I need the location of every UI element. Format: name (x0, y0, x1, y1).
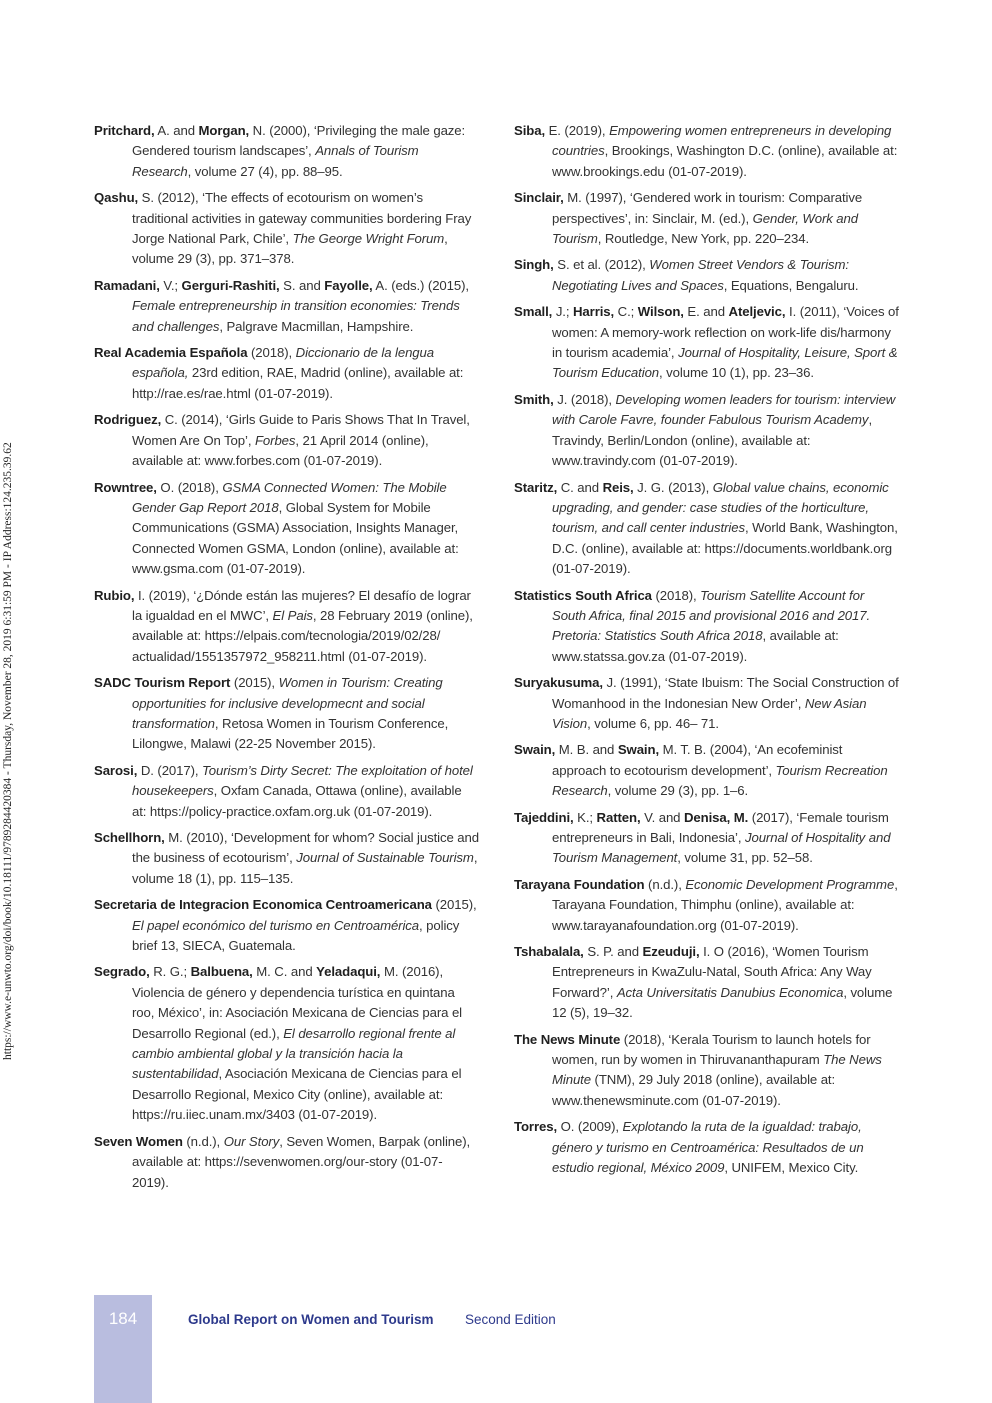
reference-author: Fayolle, (324, 277, 373, 293)
reference-text: , UNIFEM, Mexico City. (724, 1160, 859, 1176)
reference-text: , 21 April 2014 (online), available at: www.forbes.com (01-07-2019). (132, 432, 429, 469)
reference-entry (94, 121, 479, 182)
reference-author: Swain, (617, 742, 660, 758)
reference-author: Pritchard, (94, 123, 155, 138)
reference-author: Rowntree, (94, 479, 157, 495)
reference-entry (514, 302, 899, 384)
reference-entry (94, 276, 479, 337)
reference-author: Harris, (573, 304, 615, 320)
reference-title: Women Street Vendors & Tourism: Negotiating Lives and Spaces (552, 257, 849, 293)
reference-entry (514, 478, 899, 580)
reference-entry (94, 962, 479, 1125)
reference-text: , policy brief 13, SIECA, Guatemala. (132, 917, 460, 954)
reference-entry (94, 478, 479, 580)
reference-text: , Palgrave Macmillan, Hampshire. (219, 318, 414, 334)
reference-title: Journal of Hospitality, Leisure, Sport & Tourism Education (552, 345, 898, 381)
reference-text: , volume 6, pp. 46– 71. (587, 715, 719, 731)
reference-author: Schellhorn, (94, 830, 165, 845)
reference-text: I. (2011), ‘Voices of women: A memory-work reflection on work-life dis/harmony in tourism academia’, (552, 304, 899, 361)
reference-text: S. et al. (2012), (553, 257, 650, 273)
reference-author: Gerguri-Rashiti, (181, 277, 280, 293)
reference-text: A. and (154, 123, 199, 138)
reference-author: Ezeuduji, (642, 944, 700, 960)
reference-text: (2018), ‘Kerala Tourism to launch hotels for women, run by women in Thiruvananthapuram (552, 1031, 871, 1068)
reference-entry (514, 875, 899, 936)
reference-title: Journal of Hospitality and Tourism Management (552, 830, 891, 866)
reference-entry (514, 1117, 899, 1178)
reference-author: Secretaria de Integracion Economica Centroamericana (94, 897, 432, 913)
download-stamp (2, 442, 22, 1080)
reference-entry (94, 761, 479, 822)
reference-title: El Pais (272, 607, 313, 623)
reference-title: Our Story (223, 1133, 280, 1149)
reference-author: Ateljevic, (728, 304, 786, 320)
reference-author: Tarayana Foundation (514, 876, 645, 892)
reference-title: Annals of Tourism Research (132, 143, 419, 179)
reference-entry (94, 1132, 479, 1193)
reference-text: E. and (683, 304, 729, 320)
reference-title: El papel económico del turismo en Centroamérica (132, 917, 420, 933)
reference-text: , Retosa Women in Tourism Conference, Lilongwe, Malawi (22-25 November 2015). (132, 715, 449, 752)
reference-title: New Asian Vision (552, 695, 867, 731)
reference-text: (n.d.), (644, 876, 686, 892)
footer-report-title: Global Report on Women and Tourism (188, 1312, 434, 1327)
reference-text: V. and (640, 809, 684, 825)
page-number: 184 (108, 1309, 138, 1328)
reference-text: E. (2019), (545, 123, 610, 138)
reference-title: Diccionario de la lengua española, (132, 345, 435, 381)
reference-text: , Asociación Mexicana de Ciencias para el Desarrollo Regional, Mexico City (online), available at: https://ru.iiec.unam.mx/3403 (01-07-2019). (132, 1066, 462, 1123)
reference-title: Female entrepreneurship in transition economies: Trends and challenges (132, 298, 460, 334)
reference-author: Ratten, (596, 809, 641, 825)
reference-author: Torres, (514, 1119, 558, 1135)
reference-entry (514, 255, 899, 296)
reference-author: Reis, (602, 479, 634, 495)
reference-entry (514, 188, 899, 249)
reference-author: Yeladaqui, (316, 964, 381, 980)
reference-text: S. and (279, 277, 325, 293)
reference-text: C. and (557, 479, 603, 495)
reference-text: M. (2016), Violencia de género y dependencia turística en quintana roo, México’, in: Asociación Mexicana de Ciencias para el Desarrollo Regional (ed.), (132, 964, 463, 1041)
reference-title: Forbes (254, 432, 296, 448)
reference-entry (94, 895, 479, 956)
reference-author: Qashu, (94, 190, 139, 206)
reference-text: M. (2010), ‘Development for whom? Social justice and the business of ecotourism’, (132, 830, 479, 866)
reference-title: Explotando la ruta de la igualdad: trabajo, género y turismo en Centroamérica: Resultados de un estudio regional, México 2009 (552, 1119, 864, 1176)
reference-text: J. (1991), ‘State Ibuism: The Social Construction of Womanhood in the Indonesian New Order’, (552, 675, 899, 711)
reference-text: M. C. and (252, 964, 317, 980)
reference-author: Singh, (514, 257, 554, 273)
reference-title: Empowering women entrepreneurs in developing countries (552, 123, 892, 159)
reference-author: Seven Women (94, 1133, 183, 1149)
reference-entry (514, 673, 899, 734)
reference-text: , available at: www.statssa.gov.za (01-07-2019). (552, 628, 839, 664)
reference-text: , Travindy, Berlin/London (online), available at: www.travindy.com (01-07-2019). (552, 412, 873, 469)
reference-entry (94, 586, 479, 668)
reference-text: S. (2012), ‘The effects of ecotourism on women’s traditional activities in gateway communities bordering Fray Jorge National Park, Chile’, (132, 190, 472, 247)
reference-author: Rodriguez, (94, 412, 162, 428)
reference-author: Staritz, (514, 479, 558, 495)
reference-text: , volume 29 (3), pp. 1–6. (607, 783, 749, 799)
reference-text: A. (eds.) (2015), (372, 277, 469, 293)
reference-text: M. B. and (555, 742, 618, 758)
reference-text: , Equations, Bengaluru. (723, 277, 859, 293)
reference-text: , volume 10 (1), pp. 23–36. (659, 365, 814, 381)
reference-author: Suryakusuma, (514, 675, 603, 691)
reference-text: V.; (159, 277, 182, 293)
reference-text: C.; (614, 304, 638, 320)
reference-entry (94, 188, 479, 270)
reference-author: SADC Tourism Report (94, 675, 231, 691)
reference-entry (514, 121, 899, 182)
reference-author: Segrado, (94, 964, 150, 980)
references-column-right (514, 121, 899, 1185)
reference-title: Acta Universitatis Danubius Economica (616, 984, 844, 1000)
reference-text: , volume 27 (4), pp. 88–95. (187, 163, 343, 179)
reference-text: (2015), (431, 897, 477, 913)
reference-text: J. (2018), (553, 391, 616, 407)
reference-text: , 28 February 2019 (online), available at: https://elpais.com/tecnologia/2019/02/28/ actualidad/1551357972_958211.html (01-07-2019). (132, 607, 473, 664)
reference-author: Balbuena, (190, 964, 253, 980)
reference-author: Tshabalala, (514, 944, 584, 960)
reference-author: Statistics South Africa (514, 587, 652, 603)
reference-text: (2018), (651, 587, 701, 603)
reference-text: , volume 12 (5), 19–32. (552, 984, 893, 1021)
reference-text: M. T. B. (2004), ‘An ecofeminist approach to ecotourism development’, (552, 742, 843, 778)
reference-entry (514, 740, 899, 801)
reference-title: Developing women leaders for tourism: interview with Carole Favre, founder Fabulous Tourism Academy (552, 391, 896, 428)
reference-author: Sinclair, (514, 190, 564, 206)
reference-entry (514, 1030, 899, 1112)
reference-author: Sarosi, (94, 762, 138, 778)
reference-text: M. (1997), ‘Gendered work in tourism: Comparative perspectives’, in: Sinclair, M. (ed.), (552, 190, 863, 226)
reference-text: , volume 31, pp. 52–58. (677, 850, 813, 866)
reference-text: O. (2009), (557, 1119, 623, 1135)
reference-title: Global value chains, economic upgrading, and gender: case studies of the horticulture, tourism, and call center industries (552, 479, 889, 536)
reference-entry (94, 343, 479, 404)
reference-author: The News Minute (514, 1031, 621, 1047)
reference-author: Smith, (514, 391, 554, 407)
reference-text: , volume 18 (1), pp. 115–135. (132, 850, 478, 886)
reference-entry (94, 673, 479, 755)
reference-text: , volume 29 (3), pp. 371–378. (132, 231, 448, 267)
reference-title: GSMA Connected Women: The Mobile Gender Gap Report 2018 (132, 479, 447, 515)
reference-title: Tourism Recreation Research (552, 762, 888, 799)
reference-title: Tourism’s Dirty Secret: The exploitation of hotel housekeepers (132, 762, 473, 799)
page-number-box (94, 1295, 152, 1403)
reference-author: Tajeddini, (514, 809, 574, 825)
reference-title: El desarrollo regional frente al cambio ambiental global y la transición hacia la sustentabilidad (132, 1025, 456, 1082)
reference-entry (514, 390, 899, 472)
reference-text: , Brookings, Washington D.C. (online), available at: www.brookings.edu (01-07-2019). (552, 143, 898, 179)
reference-text: , World Bank, Washington, D.C. (online), available at: https://documents.worldbank.org (01-07-2019). (552, 520, 898, 577)
reference-text: , Oxfam Canada, Ottawa (online), available at: https://policy-practice.oxfam.org.uk (01-07-2019). (132, 783, 462, 819)
reference-text: (2015), (230, 675, 279, 691)
reference-author: Ramadani, (94, 277, 160, 293)
reference-text: C. (2014), ‘Girls Guide to Paris Shows That In Travel, Women Are On Top’, (132, 412, 470, 448)
reference-text: D. (2017), (137, 762, 203, 778)
reference-title: Journal of Sustainable Tourism (296, 850, 474, 866)
reference-author: Morgan, (198, 123, 250, 138)
reference-text: J.; (552, 304, 573, 320)
reference-entry (514, 808, 899, 869)
reference-title: Gender, Work and Tourism (552, 210, 858, 247)
reference-title: Women in Tourism: Creating opportunities for inclusive developmecnt and social transformation (132, 675, 443, 731)
reference-author: Swain, (514, 742, 556, 758)
reference-text: K.; (573, 809, 597, 825)
reference-text: I. (2019), ‘¿Dónde están las mujeres? El desafío de lograr la igualdad en el MWC’, (132, 587, 471, 623)
reference-text: S. P. and (583, 944, 643, 960)
reference-author: Denisa, M. (683, 809, 749, 825)
reference-text: , Routledge, New York, pp. 220–234. (597, 231, 810, 247)
reference-text: O. (2018), (156, 479, 223, 495)
reference-author: Wilson, (637, 304, 684, 320)
reference-text: (2018), (247, 345, 296, 361)
reference-title: Economic Development Programme (685, 876, 895, 892)
download-stamp-text: https://www.e-unwto.org/doi/book/10.18111/9789284420384 - Thursday, November 28, 2019 6:31:59 PM - IP Address:124.235.39.62 (2, 442, 14, 1060)
reference-entry (514, 942, 899, 1024)
references-column-left (94, 121, 479, 1199)
reference-text: , Tarayana Foundation, Thimphu (online), available at: www.tarayanafoundation.org (01-07-2019). (552, 876, 898, 933)
reference-entry (514, 586, 899, 668)
reference-title: Tourism Satellite Account for South Africa, final 2015 and provisional 2016 and 2017. Pretoria: Statistics South Africa 2018 (552, 587, 871, 644)
reference-title: The George Wright Forum (292, 231, 445, 247)
reference-author: Siba, (514, 123, 546, 138)
reference-text: , Seven Women, Barpak (online), available at: https://sevenwomen.org/our-story (01-07-2019). (132, 1133, 471, 1190)
reference-text: , Global System for Mobile Communications (GSMA) Association, Insights Manager, Connected Women GSMA, London (online), available at: www.gsma.com (01-07-2019). (132, 499, 459, 577)
reference-author: Real Academia Española (94, 345, 248, 361)
reference-text: (n.d.), (182, 1133, 224, 1149)
reference-entry (94, 828, 479, 889)
reference-text: (2017), ‘Female tourism entrepreneurs in Bali, Indonesia’, (552, 809, 889, 845)
reference-entry (94, 410, 479, 471)
footer-edition: Second Edition (465, 1312, 556, 1327)
reference-text: I. O (2016), ‘Women Tourism Entrepreneurs in KwaZulu-Natal, South Africa: Any Way Forward?’, (552, 944, 872, 1000)
reference-text: (TNM), 29 July 2018 (online), available at: www.thenewsminute.com (01-07-2019). (552, 1072, 836, 1108)
reference-author: Rubio, (94, 587, 135, 603)
reference-author: Small, (514, 304, 553, 320)
reference-text: J. G. (2013), (633, 479, 713, 495)
reference-text: 23rd edition, RAE, Madrid (online), available at: http://rae.es/rae.html (01-07-2019). (132, 365, 464, 401)
reference-text: N. (2000), ‘Privileging the male gaze: Gendered tourism landscapes’, (132, 123, 466, 159)
reference-text: R. G.; (149, 964, 191, 980)
reference-title: The News Minute (552, 1052, 882, 1088)
